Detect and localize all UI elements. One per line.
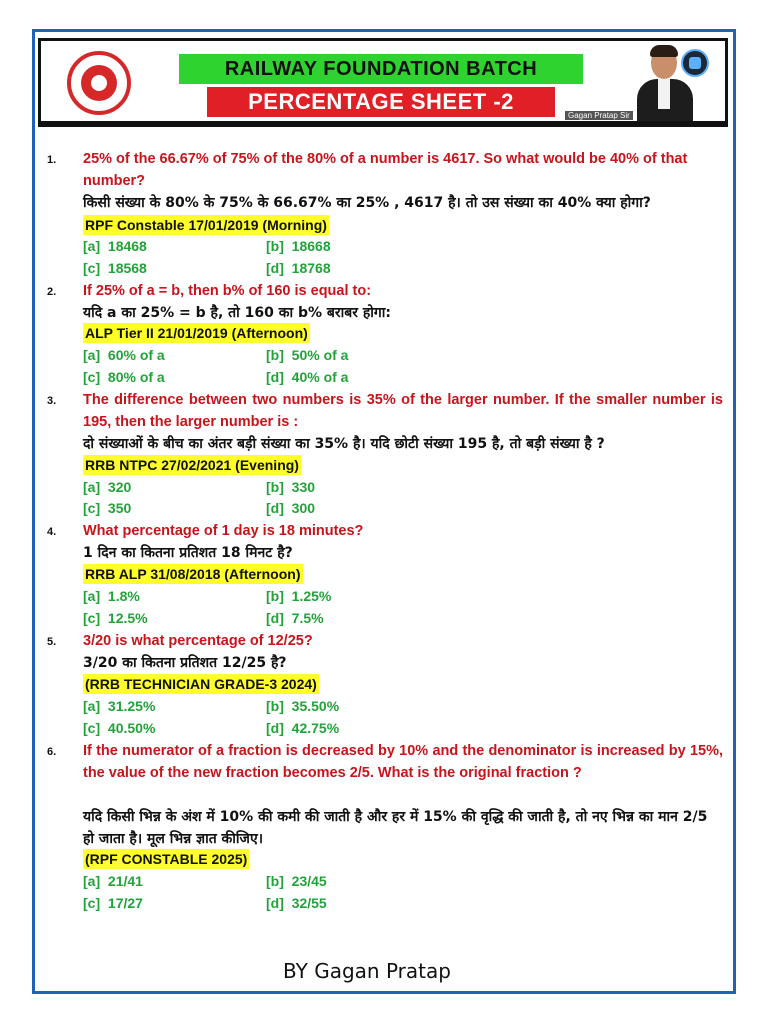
option-b: [b] 35.50% bbox=[266, 698, 340, 714]
option-d: [d] 32/55 bbox=[266, 895, 327, 911]
exam-source: RPF Constable 17/01/2019 (Morning) bbox=[85, 217, 327, 233]
option-c: [c] 80% of a bbox=[83, 369, 165, 385]
header-banner bbox=[38, 38, 728, 124]
option-c: [c] 18568 bbox=[83, 260, 147, 276]
presenter-caption: Gagan Pratap Sir bbox=[565, 111, 633, 120]
question-hindi: यदि किसी भिन्न के अंश में 10% की कमी की जाती है और हर में 15% की वृद्धि की जाती है, तो नए भिन्न का मान 2/5 हो जाता है। मूल भिन्न ज्ञात कीजिए। bbox=[83, 809, 708, 847]
option-d: [d] 42.75% bbox=[266, 720, 340, 736]
option-d: [d] 40% of a bbox=[266, 369, 349, 385]
question-english: If 25% of a = b, then b% of 160 is equal to: bbox=[83, 283, 372, 299]
option-d: [d] 300 bbox=[266, 500, 316, 516]
question-hindi: यदि a का 25% = b है, तो 160 का b% बराबर होगा: bbox=[83, 305, 391, 321]
option-c: [c] 350 bbox=[83, 500, 132, 516]
header-divider bbox=[38, 124, 728, 127]
option-b: [b] 18668 bbox=[266, 238, 331, 254]
batch-title: RAILWAY FOUNDATION BATCH bbox=[179, 54, 583, 84]
exam-source: (RPF CONSTABLE 2025) bbox=[85, 851, 248, 867]
exam-source: RRB ALP 31/08/2018 (Afternoon) bbox=[85, 566, 301, 582]
option-b: [b] 330 bbox=[266, 479, 316, 495]
exam-source: (RRB TECHNICIAN GRADE-3 2024) bbox=[85, 676, 317, 692]
question-english: If the numerator of a fraction is decreased by 10% and the denominator is increased by 15%, the value of the new fraction becomes 2/5. What is the original fraction ? bbox=[83, 743, 723, 781]
question-english: 3/20 is what percentage of 12/25? bbox=[83, 633, 313, 649]
option-a: [a] 320 bbox=[83, 479, 132, 495]
option-a: [a] 60% of a bbox=[83, 347, 165, 363]
question-hindi: 1 दिन का कितना प्रतिशत 18 मिनट है? bbox=[83, 545, 293, 561]
option-a: [a] 31.25% bbox=[83, 698, 156, 714]
option-a: [a] 21/41 bbox=[83, 873, 143, 889]
question-number: 2. bbox=[47, 286, 57, 298]
question-number: 4. bbox=[47, 526, 57, 538]
option-d: [d] 18768 bbox=[266, 260, 331, 276]
option-a: [a] 1.8% bbox=[83, 588, 140, 604]
question-hindi: 3/20 का कितना प्रतिशत 12/25 है? bbox=[83, 655, 287, 671]
option-b: [b] 23/45 bbox=[266, 873, 327, 889]
footer-credit: BY Gagan Pratap bbox=[283, 959, 451, 983]
option-c: [c] 17/27 bbox=[83, 895, 143, 911]
question-number: 5. bbox=[47, 636, 57, 648]
question-number: 6. bbox=[47, 746, 57, 758]
channel-logo-icon bbox=[681, 49, 709, 77]
option-c: [c] 12.5% bbox=[83, 610, 148, 626]
option-c: [c] 40.50% bbox=[83, 720, 156, 736]
option-d: [d] 7.5% bbox=[266, 610, 324, 626]
option-a: [a] 18468 bbox=[83, 238, 147, 254]
question-hindi: किसी संख्या के 80% के 75% के 66.67% का 25% , 4617 है। तो उस संख्या का 40% क्या होगा? bbox=[83, 195, 651, 211]
question-english: 25% of the 66.67% of 75% of the 80% of a number is 4617. So what would be 40% of that number? bbox=[83, 151, 688, 189]
question-hindi: दो संख्याओं के बीच का अंतर बड़ी संख्या का 35% है। यदि छोटी संख्या 195 है, तो बड़ी संख्या है ? bbox=[83, 436, 605, 452]
option-b: [b] 1.25% bbox=[266, 588, 332, 604]
exam-source: RRB NTPC 27/02/2021 (Evening) bbox=[85, 457, 299, 473]
question-number: 3. bbox=[47, 395, 57, 407]
question-number: 1. bbox=[47, 154, 57, 166]
question-english: What percentage of 1 day is 18 minutes? bbox=[83, 523, 364, 539]
exam-source: ALP Tier II 21/01/2019 (Afternoon) bbox=[85, 325, 308, 341]
option-b: [b] 50% of a bbox=[266, 347, 349, 363]
indian-railways-logo bbox=[67, 51, 131, 115]
sheet-title: PERCENTAGE SHEET -2 bbox=[207, 87, 555, 117]
question-english: The difference between two numbers is 35% of the larger number. If the smaller number is 195, then the larger number is : bbox=[83, 392, 723, 430]
